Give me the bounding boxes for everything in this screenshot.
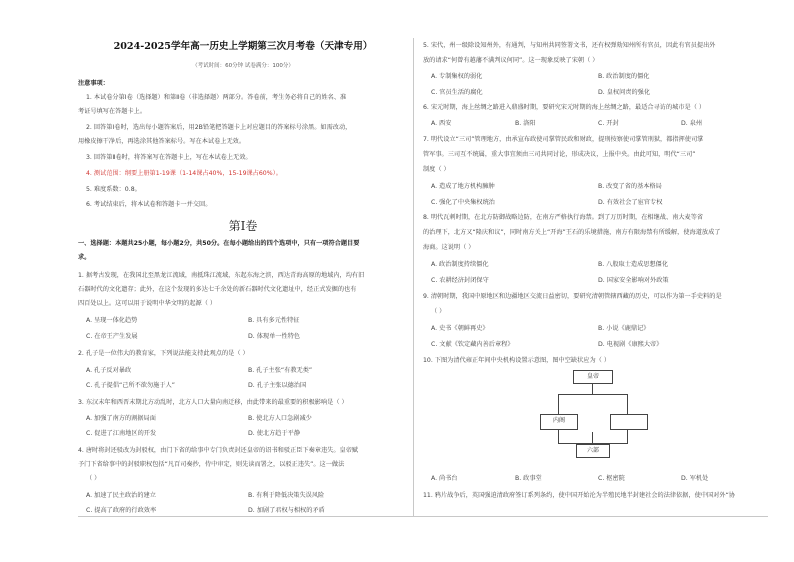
note-line: 2. 回答第Ⅰ卷时，选出每小题答案后，用2B铅笔把答题卡上对应题目的答案标号涂黑。如需改动， bbox=[86, 124, 352, 131]
question-8: 的治理下，北方又“隆庆和议”，同时南方关上“开海”王石的乐境措施，南方有限海禁有所缓解，使海道放成了 bbox=[423, 229, 721, 236]
note-line: 考证号填写在答题卡上。 bbox=[78, 108, 147, 115]
question-4: 4. 唐时将封还驳改为封驳权，由门下省的给事中专门负责封还皇帝的诏书和驳正臣下奏章违失。皇帝赋 bbox=[78, 447, 359, 454]
question-4: 予门下省给事中的封驳职权包括“凡百司奏抄，侍中审定，则先读而署之，以驳正违失”。这一做法 bbox=[78, 461, 345, 468]
option: D. 电视剧《康熙大帝》 bbox=[598, 341, 663, 348]
option: B. 政治制度的僵化 bbox=[598, 73, 650, 80]
option: B. 洛阳 bbox=[515, 120, 536, 127]
question-5: 放的请求“何曾有越藩不满判议何同”。这一现象反映了宋朝（ ） bbox=[423, 57, 599, 64]
note-line-scope: 4. 测试范围：纲要上册第1-19课（1-14课占40%，15-19课占60%）。 bbox=[86, 170, 282, 177]
option: B. 小说《鹿鼎记》 bbox=[598, 325, 650, 332]
option: D. 使北方趋于平静 bbox=[248, 430, 301, 437]
option: C. 官员生活的腐化 bbox=[431, 89, 483, 96]
question-6: 6. 宋元时期，海上丝绸之路进入鼎盛时期，要研究宋元时期的海上丝绸之路，最适合寻访的城市是（ ） bbox=[423, 104, 706, 111]
option: D. 国家安全影响对外政策 bbox=[598, 277, 669, 284]
section-instructions: 一、选择题：本题共25小题，每小题2分，共50分。在每小题给出的四个选项中，只有一项符合题目要 bbox=[78, 240, 360, 247]
option: C. 开封 bbox=[598, 120, 619, 127]
option: A. 西安 bbox=[431, 120, 452, 127]
question-10: 10. 下图为清代雍正年间中央机构设置示意图，图中空缺状应为（ ） bbox=[423, 357, 611, 364]
option: B. 具有多元性特征 bbox=[248, 317, 300, 324]
note-line: 5. 难度系数：0.8。 bbox=[86, 186, 141, 193]
option: D. 体现单一性特色 bbox=[248, 333, 301, 340]
exam-subtitle: （考试时间：60分钟 试卷满分：100分） bbox=[192, 63, 294, 69]
notes-heading: 注意事项： bbox=[78, 80, 109, 87]
exam-title: 2024-2025学年高一历史上学期第三次月考卷（天津专用） bbox=[113, 41, 373, 52]
option: C. 孔子提倡“己所不欲勿施于人” bbox=[86, 382, 175, 389]
option: B. 改变了省的基本格局 bbox=[598, 183, 662, 190]
option: D. 军机处 bbox=[681, 475, 709, 482]
question-9: （ ） bbox=[431, 308, 446, 315]
option: D. 泉州 bbox=[681, 120, 703, 127]
diagram-connector bbox=[627, 429, 628, 443]
option: A. 专制集权的弱化 bbox=[431, 73, 483, 80]
option: D. 有效社会了宦官专权 bbox=[598, 199, 663, 206]
right-column bbox=[423, 0, 768, 562]
diagram-connector bbox=[627, 394, 628, 414]
question-3: 3. 东汉末年和西晋末期北方动乱时，北方人口大量向南迁移，由此带来的最重要的积极影响是（ ） bbox=[78, 399, 348, 406]
option: D. 皇权问责的强化 bbox=[598, 89, 651, 96]
diagram-box-blank bbox=[610, 414, 648, 430]
question-9: 9. 清朝时期，我国中原地区和边疆地区交流日益密切，要研究清朝管辖西藏的历史，可以作为第一手史料的是 bbox=[423, 293, 722, 300]
question-7: 管军事。三司互不统属，重大事宜须由三司共同讨论，形成决议，上报中央。由此可知，明代“三司” bbox=[423, 151, 696, 158]
question-7: 制度（ ） bbox=[423, 166, 450, 173]
option: B. 有利于降低决策失误风险 bbox=[248, 492, 325, 499]
option: A. 孔子反对暴政 bbox=[86, 367, 132, 374]
option: B. 八股取士造成思想僵化 bbox=[598, 261, 669, 268]
section-title: 第Ⅰ卷 bbox=[228, 219, 258, 233]
option: C. 文献《钦定藏内善后章程》 bbox=[431, 341, 514, 348]
question-11: 11. 鸦片战争后，英国强迫清政府签订系列条约，使中国开始沦为半殖民地半封建社会的法律依据，使中国对外“协 bbox=[423, 492, 736, 499]
diagram-connector bbox=[592, 383, 593, 394]
org-diagram bbox=[516, 370, 672, 458]
question-1: 四百处以上。这可以用于说明中华文明的起源（ ） bbox=[78, 300, 217, 307]
diagram-box-emperor: 皇帝 bbox=[573, 370, 613, 384]
option: C. 在帝王产生发展 bbox=[86, 333, 138, 340]
option: C. 强化了中央集权统治 bbox=[431, 199, 495, 206]
question-8: 海商。这说明（ ） bbox=[423, 244, 475, 251]
diagram-box-six-ministries: 六部 bbox=[576, 444, 610, 458]
option: B. 政事堂 bbox=[515, 475, 542, 482]
option: A. 造成了地方机构臃肿 bbox=[431, 183, 495, 190]
diagram-connector bbox=[558, 394, 628, 395]
question-7: 7. 明代设立“三司”管理地方，由承宣布政使司掌管民政和财政，提刑按察使司掌管刑狱，都指挥使司掌 bbox=[423, 136, 704, 143]
option: A. 尚书台 bbox=[431, 475, 458, 482]
option: A. 加强了南方的割据局面 bbox=[86, 415, 156, 422]
question-8: 8. 明代瓦剌时期，在北方防御战略边防，在南方严格执行海禁。到了万历时期，在相继战、南大麦等省 bbox=[423, 214, 704, 221]
note-line: 6. 考试结束后，将本试卷和答题卡一并交回。 bbox=[86, 201, 212, 208]
question-4: （ ） bbox=[86, 475, 101, 482]
question-1: 1. 据考古发现，在我国北至黑龙江流域，南抵珠江流域，东起东海之滨，西达青海高原的地域内，均有旧 bbox=[78, 272, 365, 279]
option: A. 政治制度持续僵化 bbox=[431, 261, 489, 268]
question-5: 5. 宋代，州一级除设知州外，有通判，与知州共同签署文书，还有权弹劾知州所有官员，因此有官员提出外 bbox=[423, 42, 716, 49]
diagram-connector bbox=[592, 432, 593, 443]
option: B. 使北方人口急剧减少 bbox=[248, 415, 312, 422]
left-column bbox=[78, 0, 408, 562]
option: B. 孔子主张“有教无类” bbox=[248, 367, 313, 374]
option: C. 农耕经济封闭保守 bbox=[431, 277, 489, 284]
option: C. 提高了政府的行政效率 bbox=[86, 507, 157, 514]
section-instructions: 求。 bbox=[78, 254, 91, 261]
option: A. 史书《朝鲜再史》 bbox=[431, 325, 489, 332]
option: C. 促进了江南地区的开发 bbox=[86, 430, 157, 437]
question-1: 石器时代的文化遗存；此外，在这个发现的多达七千余处的新石器时代文化遗址中，经正式发掘的也有 bbox=[78, 286, 357, 293]
option: A. 呈现一体化趋势 bbox=[86, 317, 138, 324]
note-line: 1. 本试卷分第Ⅰ卷（选择题）和第Ⅱ卷（非选择题）两部分。答卷前，考生务必将自己的姓名、准 bbox=[86, 94, 347, 101]
question-2: 2. 孔子是一位伟大的教育家，下列说法能支持此观点的是（ ） bbox=[78, 350, 249, 357]
diagram-connector bbox=[558, 394, 559, 414]
option: D. 加剧了君权与相权的矛盾 bbox=[248, 507, 325, 514]
option: D. 孔子主张以德治国 bbox=[248, 382, 307, 389]
diagram-box-cabinet: 内阁 bbox=[540, 414, 578, 430]
column-divider bbox=[413, 38, 414, 516]
option: C. 枢密院 bbox=[598, 475, 625, 482]
diagram-connector bbox=[558, 429, 559, 443]
note-line: 用橡皮擦干净后，再选涂其他答案标号。写在本试卷上无效。 bbox=[78, 138, 246, 145]
note-line: 3. 回答第Ⅱ卷时，将答案写在答题卡上，写在本试卷上无效。 bbox=[86, 154, 252, 161]
option: A. 加速了民主政治的建立 bbox=[86, 492, 156, 499]
